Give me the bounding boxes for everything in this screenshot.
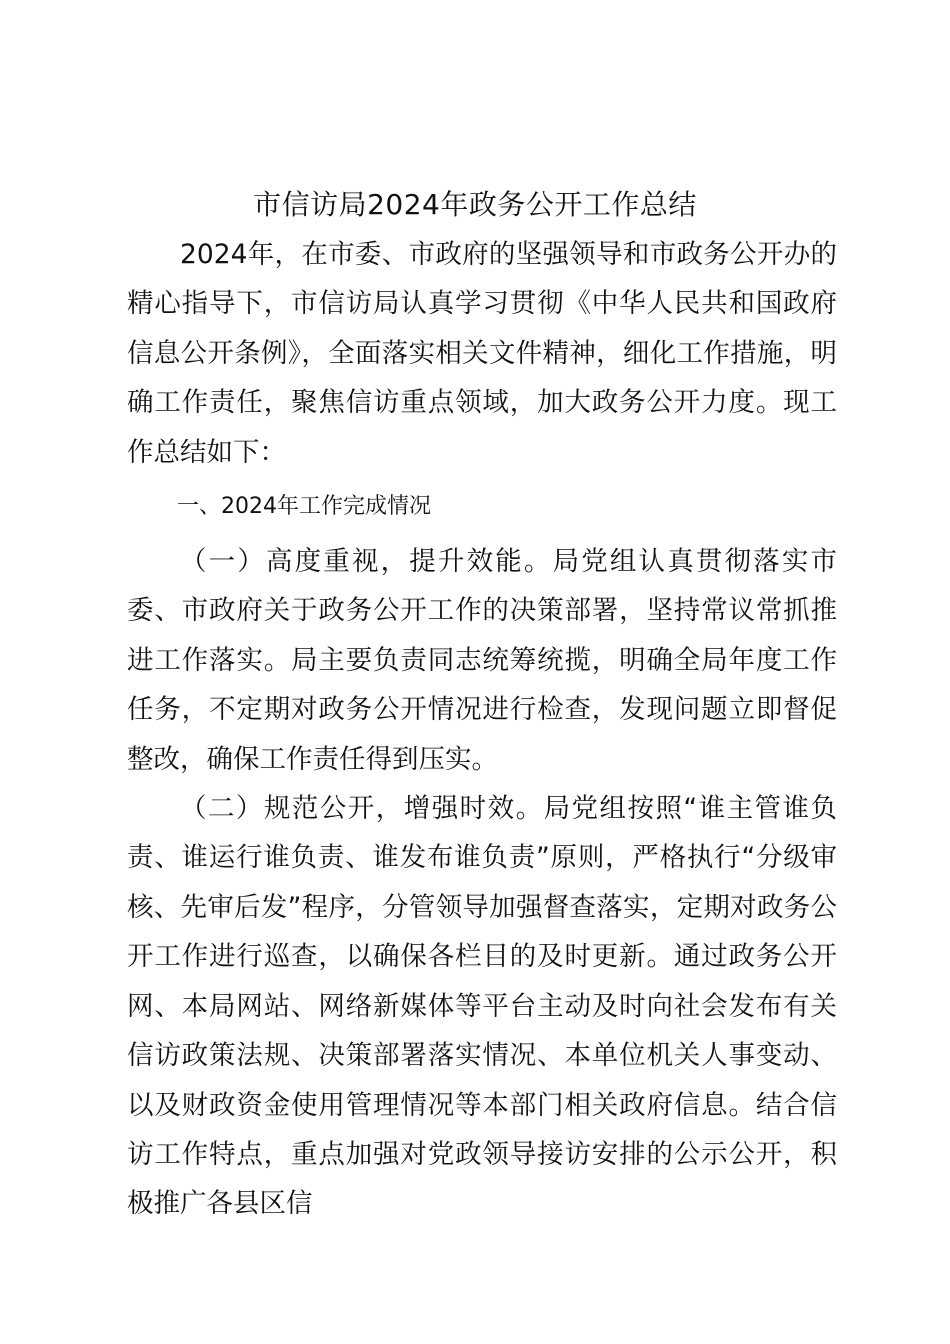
document-title: 市信访局2024年政务公开工作总结 [253, 188, 697, 221]
document-body [127, 230, 837, 1229]
section-heading: 一、2024年工作完成情况 [177, 494, 431, 520]
intro-paragraph: 2024年，在市委、市政府的坚强领导和市政务公开办的精心指导下，市信访局认真学习贯彻《中华人民共和国政府信息公开条例》，全面落实相关文件精神，细化工作措施，明确工作责任，聚焦信访重点领域，加大政务公开力度。现工作总结如下： [127, 239, 837, 468]
paragraph-2: （二）规范公开，增强时效。局党组按照“谁主管谁负责、谁运行谁负责、谁发布谁负责”原则，严格执行“分级审核、先审后发”程序，分管领导加强督查落实，定期对政务公开工作进行巡查，以确保各栏目的及时更新。通过政务公开网、本局网站、网络新媒体等平台主动及时向社会发布有关信访政策法规、决策部署落实情况、本单位机关人事变动、以及财政资金使用管理情况等本部门相关政府信息。结合信访工作特点，重点加强对党政领导接访安排的公示公开，积极推广各县区信 [127, 793, 837, 1220]
paragraph-1: （一）高度重视，提升效能。局党组认真贯彻落实市委、市政府关于政务公开工作的决策部署，坚持常议常抓推进工作落实。局主要负责同志统筹统揽，明确全局年度工作任务，不定期对政务公开情况进行检查，发现问题立即督促整改，确保工作责任得到压实。 [127, 546, 837, 775]
